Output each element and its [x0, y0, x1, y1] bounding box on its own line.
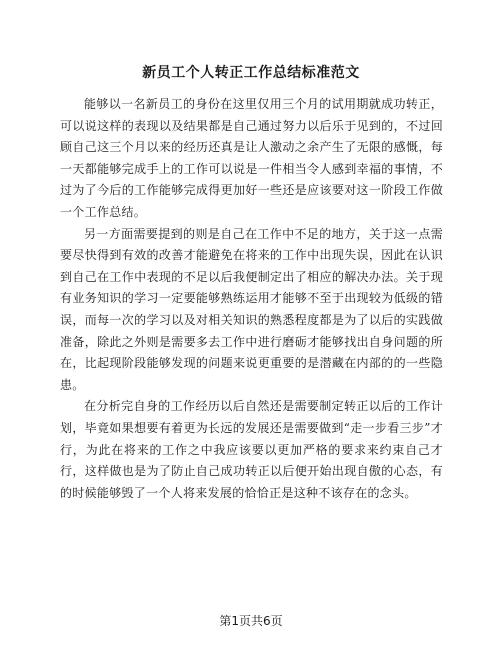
paragraph-2: 另一方面需要提到的则是自己在工作中不足的地方，关于这一点需要尽快得到有效的改善才能避免在将来的工作中出现失误，因此在认识到自己在工作中表现的不足以后我便制定出了相应的解决办法。关于现有业务知识的学习一定要能够熟练运用才能够不至于出现较为低级的错误，而每一次的学习以及对相关知识的熟悉程度都是为了以后的实践做准备，除此之外则是需要多去工作中进行磨砺才能够找出自身问题的所在，比起现阶段能够发现的问题来说更重要的是潜藏在内部的的一些隐患。 — [60, 226, 443, 392]
paragraph-1: 能够以一名新员工的身份在这里仅用三个月的试用期就成功转正，可以说这样的表现以及结果都是自己通过努力以后乐于见到的，不过回顾自己这三个月以来的经历还真是让人激动之余产生了无限的感慨，每一天都能够完成手上的工作可以说是一件相当令人感到幸福的事情，不过为了今后的工作能够完成得更加好一些还是应该要对这一阶段工作做一个工作总结。 — [60, 97, 443, 219]
page-number: 第1页共6页 — [219, 614, 283, 628]
document-body — [60, 94, 443, 504]
document-title: 新员工个人转正工作总结标准范文 — [142, 65, 360, 81]
paragraph-3: 在分析完自身的工作经历以后自然还是需要制定转正以后的工作计划，毕竟如果想要有着更为长远的发展还是需要做到“走一步看三步”才行，为此在将来的工作之中我应该要以更加严格的要求来约束自己才行，这样做也是为了防止自己成功转正以后便开始出现自傲的心态，有的时候能够毁了一个人将来发展的恰恰正是这种不该存在的念头。 — [60, 399, 443, 500]
